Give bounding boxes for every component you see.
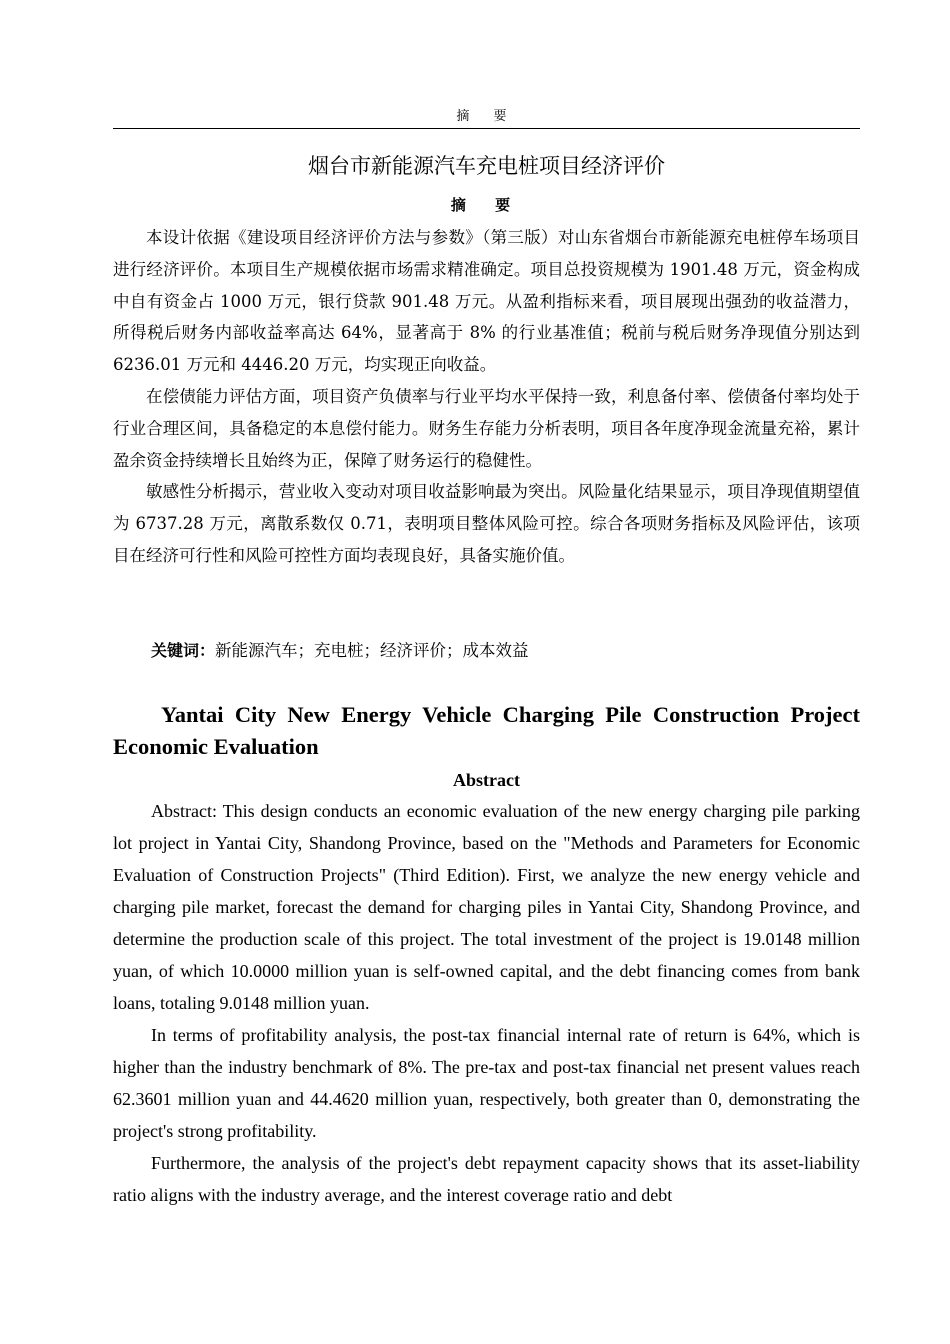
- chinese-paragraph-2: 在偿债能力评估方面，项目资产负债率与行业平均水平保持一致，利息备付率、偿债备付率均处于行业合理区间，具备稳定的本息偿付能力。财务生存能力分析表明，项目各年度净现金流量充裕，累计盈余资金持续增长且始终为正，保障了财务运行的稳健性。: [113, 386, 860, 470]
- chinese-paragraph-3: 敏感性分析揭示，营业收入变动对项目收益影响最为突出。风险量化结果显示，项目净现值期望值为 6737.28 万元，离散系数仅 0.71，表明项目整体风险可控。综合各项财务指标及风险评估，该项目在经济可行性和风险可控性方面均表现良好，具备实施价值。: [113, 482, 860, 565]
- header-rule: [113, 128, 860, 129]
- chinese-keywords: [151, 636, 860, 666]
- keywords-text: 新能源汽车；充电桩；经济评价；成本效益: [215, 641, 529, 660]
- chinese-paragraph-1: 本设计依据《建设项目经济评价方法与参数》（第三版）对山东省烟台市新能源充电桩停车场项目进行经济评价。本项目生产规模依据市场需求精准确定。项目总投资规模为 1901.48 万元，资金构成中自有资金占 1000 万元，银行贷款 901.48 万元。从盈利指标来看，项目展现出强劲的收益潜力，所得税后财务内部收益率高达 64%，显著高于 8% 的行业基准值；税前与税后财务净现值分别达到 6236.01 万元和 4446.20 万元，均实现正向收益。: [113, 228, 860, 375]
- english-paragraph-1: Abstract: This design conducts an economic evaluation of the new energy charging pile parking lot project in Yantai City, Shandong Province, based on the "Methods and Parameters for Economic Evaluation of Construction Projects" (Third Edition). First, we analyze the new energy vehicle and charging pile market, forecast the demand for charging piles in Yantai City, Shandong Province, and determine the production scale of this project. The total investment of the project is 19.0148 million yuan, of which 10.0000 million yuan is self-owned capital, and the debt financing comes from bank loans, totaling 9.0148 million yuan.: [113, 801, 860, 1013]
- english-abstract-body: [113, 795, 860, 1211]
- chinese-abstract-body: [113, 222, 860, 572]
- chinese-title: 烟台市新能源汽车充电桩项目经济评价: [308, 154, 665, 178]
- english-paragraph-3: Furthermore, the analysis of the project's debt repayment capacity shows that its asset-liability ratio aligns with the industry average, and the interest coverage ratio and debt: [113, 1153, 860, 1205]
- chinese-abstract-heading: 摘 要: [450, 196, 523, 214]
- english-paragraph-2: In terms of profitability analysis, the post-tax financial internal rate of return is 64%, which is higher than the industry benchmark of 8%. The pre-tax and post-tax financial net present values reach 62.3601 million yuan and 44.4620 million yuan, respectively, both greater than 0, demonstrating the project's strong profitability.: [113, 1025, 860, 1141]
- english-title: Yantai City New Energy Vehicle Charging Pile Construction Project Economic Evaluation: [113, 702, 860, 759]
- keywords-label: 关键词：: [151, 641, 216, 660]
- running-header: 摘 要: [456, 109, 517, 124]
- english-abstract-heading: Abstract: [453, 770, 520, 790]
